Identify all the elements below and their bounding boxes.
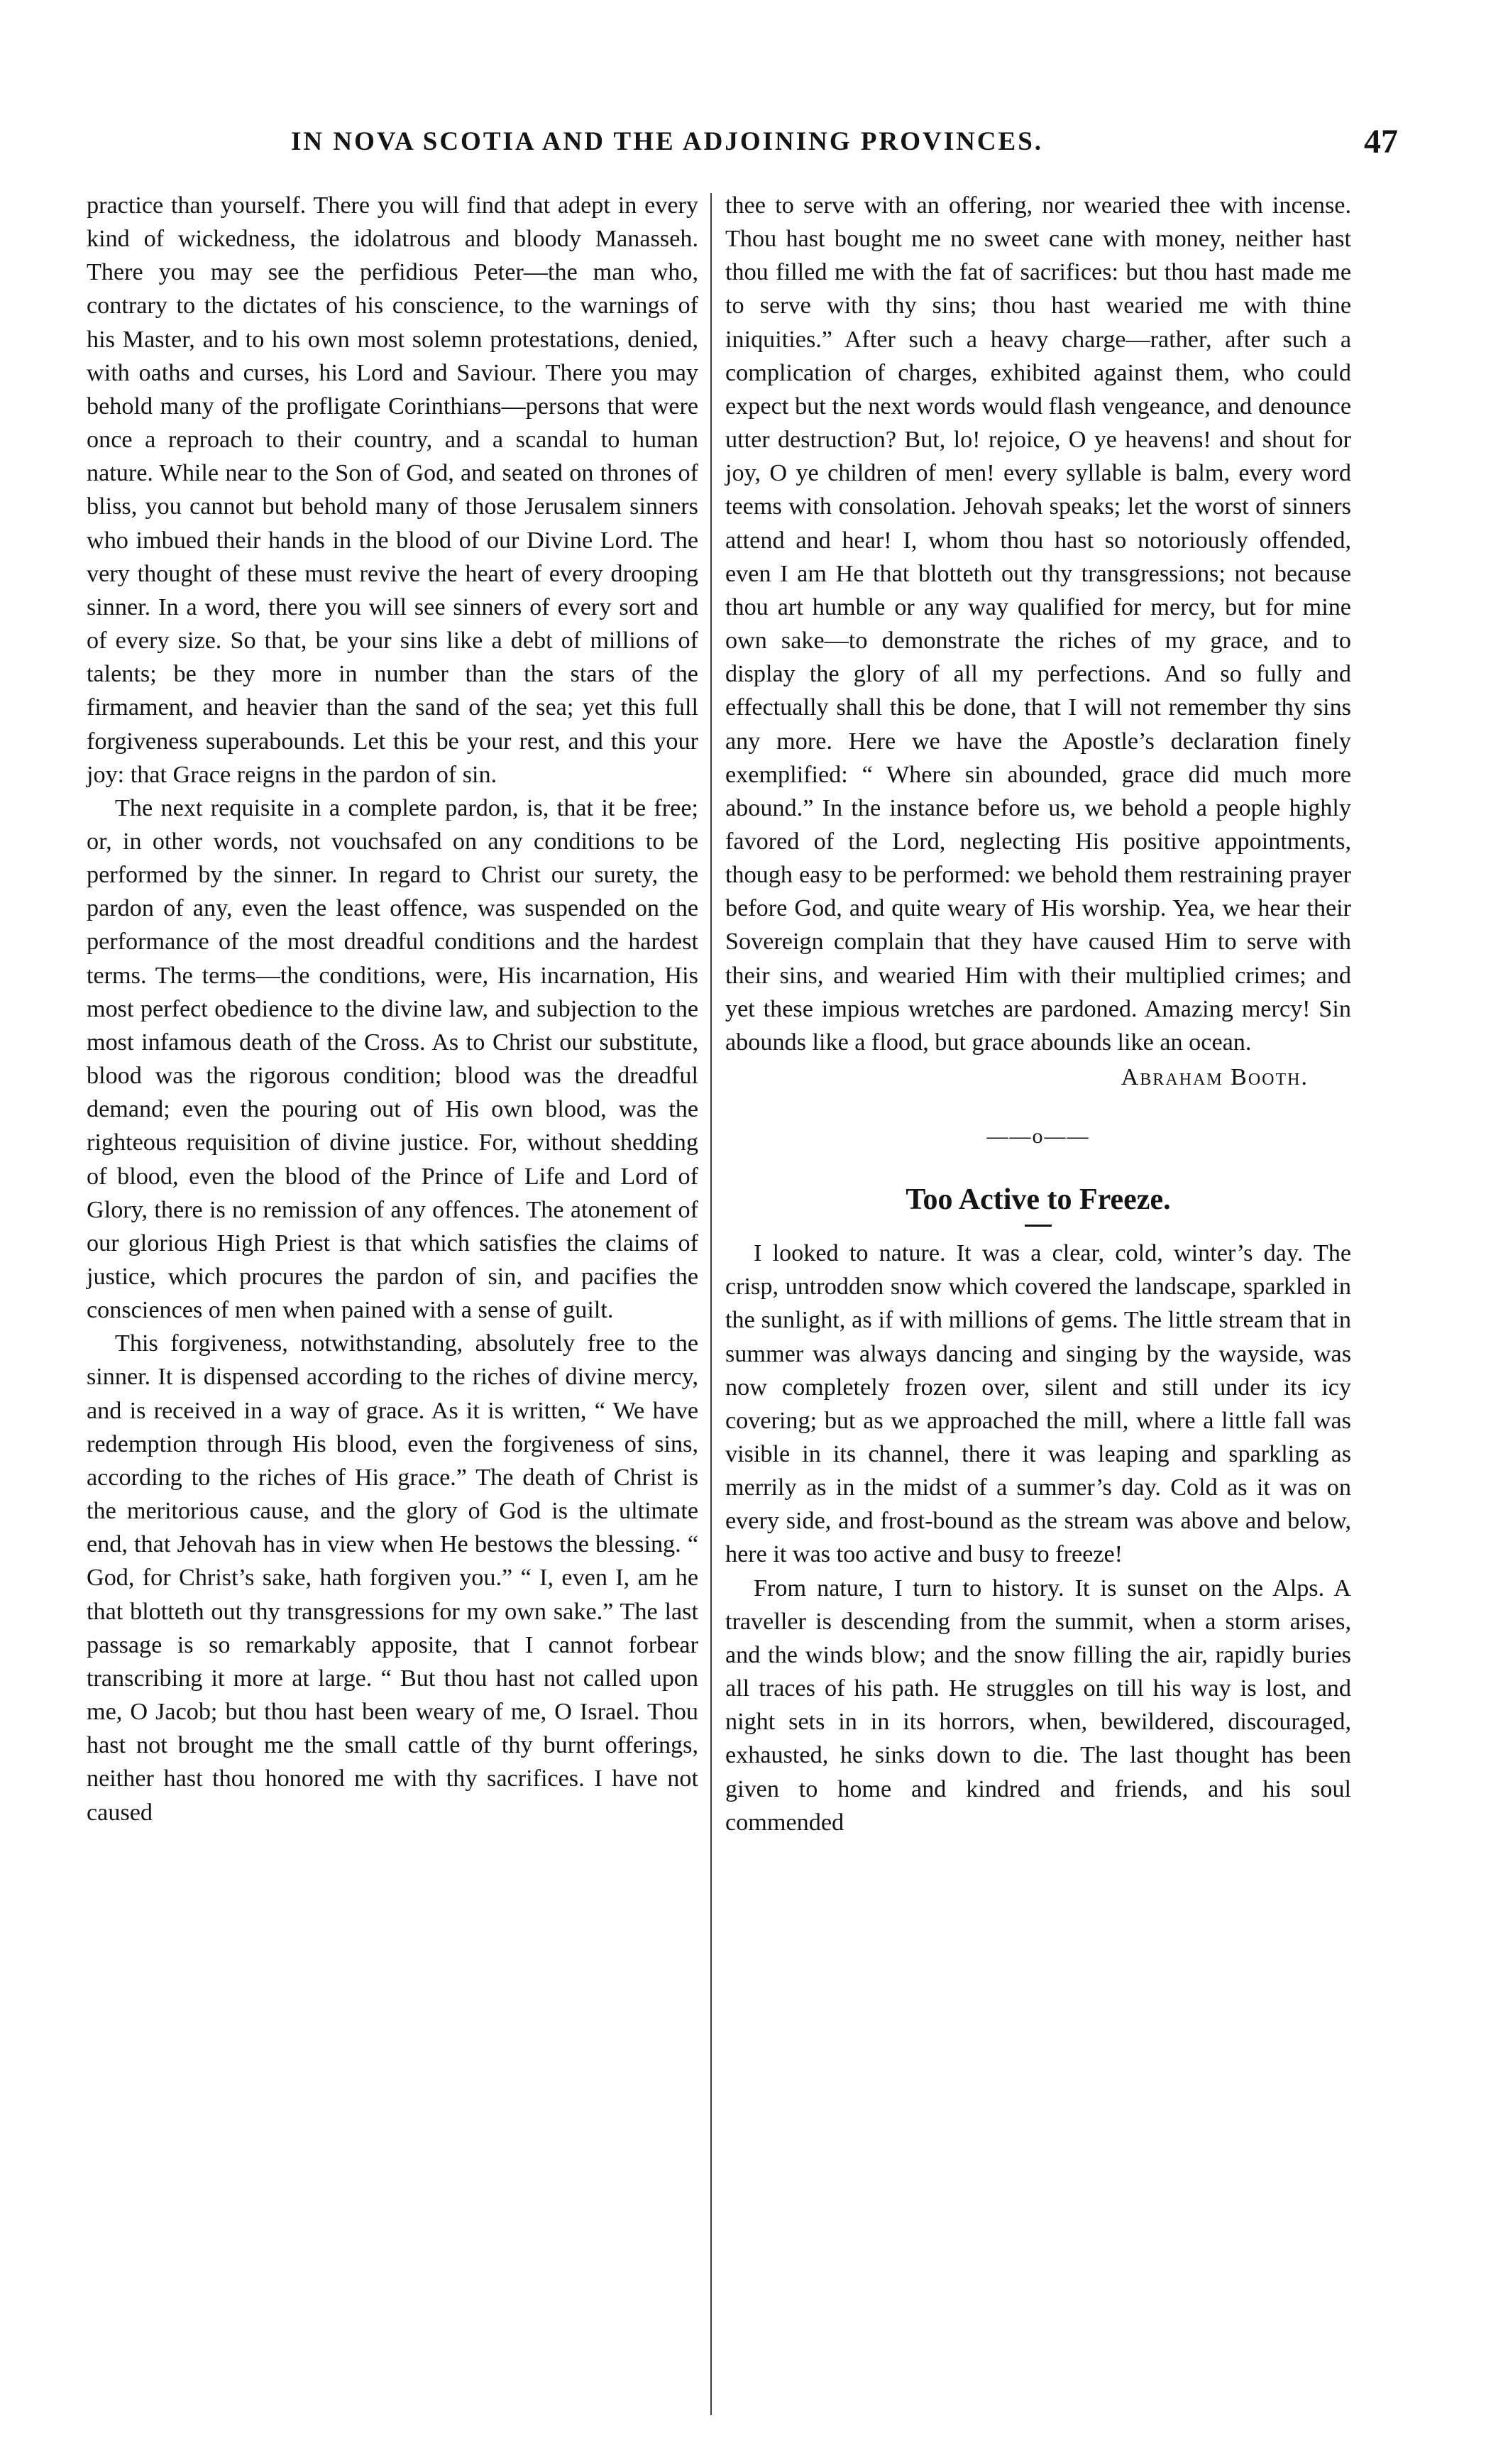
left-column <box>87 189 698 1829</box>
author-signature: Abraham Booth. <box>1121 1064 1309 1091</box>
running-head <box>85 123 1398 176</box>
paragraph: I looked to nature. It was a clear, cold, winter’s day. The crisp, untrodden snow which covered the landscape, sparkled in the sunlight, as if with millions of gems. The little stream that in summer was always dancing and singing by the wayside, was now completely frozen over, silent and still under its icy covering; but as we approached the mill, where a little fall was visible in its channel, there it was leaping and sparkling as merrily as in the midst of a summer’s day. Cold as it was on every side, and frost-bound as the stream was above and below, here it was too active and busy to freeze! <box>725 1240 1351 1568</box>
section-separator: ——o—— <box>986 1124 1090 1149</box>
paragraph: practice than yourself. There you will find that adept in every kind of wickedness, the idolatrous and bloody Manasseh. There you may see the perfidious Peter—the man who, contrary to the dictates of his conscience, to the warnings of his Master, and to his own most solemn protestations, denied, with oaths and curses, his Lord and Saviour. There you may behold many of the profligate Corinthians—persons that were once a reproach to their country, and a scandal to human nature. While near to the Son of God, and seated on thrones of bliss, you cannot but behold many of those Jerusalem sinners who imbued their hands in the blood of our Divine Lord. The very thought of these must revive the heart of every drooping sinner. In a word, there you will see sinners of every sort and of every size. So that, be your sins like a debt of millions of talents; be they more in number than the stars of the firmament, and heavier than the sand of the sea; yet this full forgiveness superabounds. Let this be your rest, and this your joy: that Grace reigns in the pardon of sin. <box>87 192 698 788</box>
paragraph: thee to serve with an offering, nor wearied thee with incense. Thou hast bought me no sweet cane with money, neither hast thou filled me with the fat of sacrifices: but thou hast made me to serve with thy sins; thou hast wearied me with thine iniquities.” After such a heavy charge—rather, after such a complication of charges, exhibited against them, who could expect but the next words would flash vengeance, and denounce utter destruction? But, lo! rejoice, O ye heavens! and shout for joy, O ye children of men! every syllable is balm, every word teems with consolation. Jehovah speaks; let the worst of sinners attend and hear! I, whom thou hast so notoriously offended, even I am He that blotteth out thy transgressions; not because thou art humble or any way qualified for mercy, but for mine own sake—to demonstrate the riches of my grace, and to display the glory of all my perfections. And so fully and effectually shall this be done, that I will not remember thy sins any more. Here we have the Apostle’s declaration finely exemplified: “ Where sin abounded, grace did much more abound.” In the instance before us, we behold a people highly favored of the Lord, neglecting His positive appointments, though easy to be performed: we behold them restraining prayer before God, and quite weary of His worship. Yea, we hear their Sovereign complain that they have caused Him to serve with their sins, and wearied Him with their multiplied crimes; and yet these impious wretches are pardoned. Amazing mercy! Sin abounds like a flood, but grace abounds like an ocean. <box>725 192 1351 1056</box>
article-title: Too Active to Freeze. <box>906 1183 1171 1217</box>
column-divider <box>710 193 712 2415</box>
right-column <box>725 189 1351 1839</box>
title-rule <box>1025 1225 1052 1227</box>
paragraph: The next requisite in a complete pardon, is, that it be free; or, in other words, not vouchsafed on any conditions to be performed by the sinner. In regard to Christ our surety, the pardon of any, even the least offence, was suspended on the performance of the most dreadful conditions and the hardest terms. The terms—the conditions, were, His incarnation, His most perfect obedience to the divine law, and subjection to the most infamous death of the Cross. As to Christ our substitute, blood was the rigorous condition; blood was the dreadful demand; even the pouring out of His own blood, was the righteous requisition of divine justice. For, without shedding of blood, even the blood of the Prince of Life and Lord of Glory, there is no remission of any offences. The atonement of our glorious High Priest is that which satisfies the claims of justice, which procures the pardon of sin, and pacifies the consciences of men when pained with a sense of guilt. <box>87 794 698 1324</box>
paragraph: This forgiveness, notwithstanding, absolutely free to the sinner. It is dispensed according to the riches of divine mercy, and is received in a way of grace. As it is written, “ We have redemption through His blood, even the forgiveness of sins, according to the riches of His grace.” The death of Christ is the meritorious cause, and the glory of God is the ultimate end, that Jehovah has in view when He bestows the blessing. “ God, for Christ’s sake, hath forgiven you.” “ I, even I, am he that blotteth out thy transgressions for my own sake.” The last passage is so remarkably apposite, that I cannot forbear transcribing it more at large. “ But thou hast not called upon me, O Jacob; but thou hast been weary of me, O Israel. Thou hast not brought me the small cattle of thy burnt offerings, neither hast thou honored me with thy sacrifices. I have not caused <box>87 1330 698 1826</box>
paragraph: From nature, I turn to history. It is sunset on the Alps. A traveller is descending from the summit, when a storm arises, and the winds blow; and the snow filling the air, rapidly buries all traces of his path. He struggles on till his way is lost, and night sets in in its horrors, when, bewildered, discouraged, exhausted, he sinks down to die. The last thought has been given to home and kindred and friends, and his soul commended <box>725 1575 1351 1836</box>
running-title: IN NOVA SCOTIA AND THE ADJOINING PROVINCES. <box>291 127 1044 156</box>
page-number: 47 <box>1364 123 1398 160</box>
